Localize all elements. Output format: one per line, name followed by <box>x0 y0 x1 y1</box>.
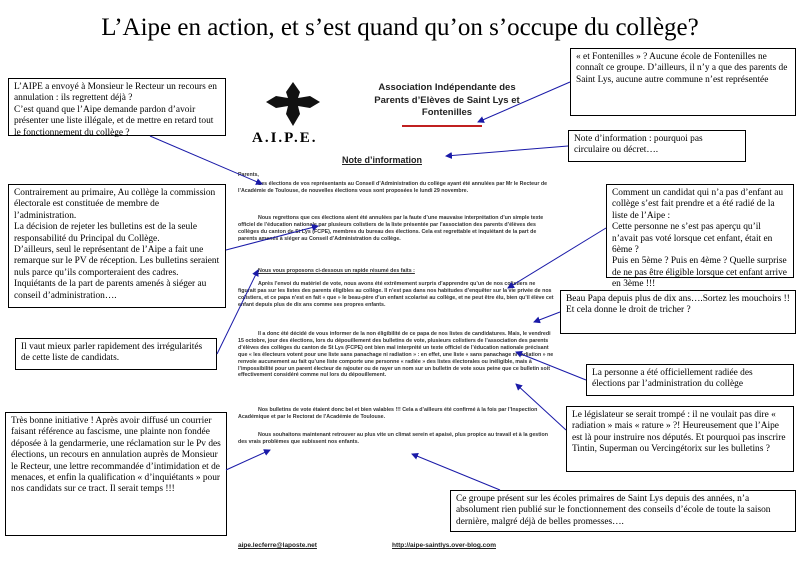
doc-paragraph: Après l’envoi du matériel de vote, nous avons été extrêmement surpris d’apprendre qu’un de nos colistiers ne figurait pas sur les listes des parents éligibles au collège. Il n’est pas dans nos habitudes d’enquêter sur la vie privée de nos colistiers, et ce papa n’est en fait « que » le beau-père d’un enfant scolarisé au collège, et ne peut être élu, bien qu’il élève cet enfant depuis plus de dix ans comme ses propres enfants. <box>238 281 554 308</box>
website-link[interactable]: http://aipe-saintlys.over-blog.com <box>392 542 497 549</box>
doc-paragraph: Nous regrettons que ces élections aient été annulées par la faute d’une mauvaise interprétation d’un simple texte officiel de l’éducation nationale par plusieurs colistiers de la liste présentée par l’association des parents d’élèves des collèges du canton de St Lys (FCPE), membres du bureau des élections. Cela est regrettable et inquiétant de la part de parents amenés à siéger au Conseil d’Administration du collège. <box>238 215 544 242</box>
contact-email[interactable]: aipe.lecferre@laposte.net <box>238 542 317 549</box>
note-title: Note d’information <box>342 155 422 165</box>
page-title: L’Aipe en action, et s’est quand qu’on s’occupe du collège? <box>101 14 699 41</box>
arrow-radiee <box>516 352 586 380</box>
arrow-beau-papa <box>534 312 560 322</box>
annotation-beau-papa: Beau Papa depuis plus de dix ans….Sortez les mouchoirs !! Et cela donne le droit de tricher ? <box>560 290 796 334</box>
annotation-groupe: Ce groupe présent sur les écoles primaires de Saint Lys depuis des années, n’a absolument rien publié sur le fonctionnement des conseils d’école de toute la saison dernière, malgré déjà de belles promesses…. <box>450 490 796 532</box>
arrow-note-info <box>446 146 568 156</box>
annotation-candidat: Comment un candidat qui n’a pas d’enfant au collège s’est fait prendre et a été radié de la liste de l’Aipe : Cette personne ne s’est pas aperçu qu’il n’avait pas voté lorsque cet enfant, était en 6ème ? Puis en 5ème ? Puis en 4ème ? Quelle surprise de ne pas être éligible lorsque cet enfant arrive en 3ème !!! <box>606 184 794 278</box>
association-name: Association Indépendante des Parents d’Elèves de Saint Lys et Fontenilles <box>374 82 520 118</box>
arrow-irregularites <box>217 270 258 354</box>
annotation-recours: L’AIPE a envoyé à Monsieur le Recteur un recours en annulation : ils regrettent déjà ? C’est quand que l’Aipe demande pardon d’avoir présenter une liste illégale, et de mettre en retard tout le fonctionnement du collège ? <box>8 78 226 136</box>
doc-paragraph: Nous souhaitons maintenant retrouver au plus vite un climat serein et apaisé, plus propice au travail et à la gestion des vrais problèmes que subissent nos enfants. <box>238 432 548 445</box>
doc-paragraph: Nous vous proposons ci-dessous un rapide résumé des faits : <box>258 268 415 274</box>
doc-paragraph: Il a donc été décidé de vous informer de la non éligibilité de ce papa de nos listes de candidatures. Mais, le vendredi 15 octobre, jour des élections, lors du dépouillement des bulletins de vote, plusieurs colistiers de l’association des parents d’élèves des collèges du canton de St Lys (FCPE) ont bien mal interprété un texte officiel de l’éducation nationale précisant que « les électeurs votent pour une liste sans panachage ni radiation » : en effet, une liste « sans panachage ni radiation » ne renvoie aucunement au fait qu’une liste comporte une personne « radiée » des listes électorales ou inéligible, mais à l’impossibilité pour un parent électeur de rajouter ou de rayer un nom sur un bulletin de vote sous peine que ce bulletin soit effectivement considéré comme nul lors du dépouillement. <box>238 331 554 379</box>
annotation-legislateur: Le législateur se serait trompé : il ne voulait pas dire « radiation » mais « rature » ?! Heureusement que l’Aipe est là pour instruire nos députés. Et pourquoi pas inscrire Tintin, Superman ou Vercingétorix sur les bulletins ? <box>566 406 794 472</box>
aipe-logo-text: A.I.P.E. <box>252 130 318 146</box>
arrow-groupe <box>412 454 500 490</box>
annotation-fontenilles: « et Fontenilles » ? Aucune école de Fontenilles ne connaît ce groupe. D’ailleurs, il n’y a que des parents de Saint Lys, aucune autre commune n’est représentée <box>570 48 796 116</box>
doc-paragraph: Nos bulletins de vote étaient donc bel et bien valables !!! Cela a d’ailleurs été confirmé à la fois par l’Inspection Académique et par le Rectorat de l’Académie de Toulouse. <box>238 407 538 420</box>
annotation-commission: Contrairement au primaire, Au collège la commission électorale est constituée de membre de l’administration. La décision de rejeter les bulletins est de la seule responsabilité du Principal du Collège. D’ailleurs, seul le représentant de l’Aipe a fait une remarque sur le PV de réception. Les bulletins seraient nuls parce qu’ils comporteraient des cadres. Inquiétants de la part de parents amenés à siéger au conseil d’administration…. <box>8 184 226 308</box>
doc-paragraph: Parents, <box>238 172 259 178</box>
arrow-candidat <box>508 228 606 288</box>
annotation-note-info: Note d’information : pourquoi pas circulaire ou décret…. <box>568 130 746 162</box>
arrow-fontenilles <box>478 82 570 122</box>
annotation-initiative: Très bonne initiative ! Après avoir diffusé un courrier faisant référence au fascisme, une plainte non fondée déposée à la gendarmerie, une réclamation sur le Pv des élections, un recours en annulation auprès de Monsieur le Recteur, une lettre recommandée d’intimidation et de menaces, et enfin la qualification « d’inquiétants » pour nos candidats sur ce tract. Il serait temps !!! <box>5 412 227 536</box>
annotation-irregularites: Il vaut mieux parler rapidement des irrégularités de cette liste de candidats. <box>15 338 217 370</box>
arrow-legislateur <box>516 384 566 430</box>
annotation-radiee: La personne a été officiellement radiée des élections par l’administration du collège <box>586 364 794 396</box>
arrow-commission <box>226 226 318 250</box>
arrow-initiative <box>226 450 270 470</box>
doc-paragraph: Les élections de vos représentants au Conseil d’Administration du collège ayant été annulées par Mr le Recteur de l’Académie de Toulouse, de nouvelles élections vous sont proposées le lundi 29 novembre. <box>238 181 548 194</box>
arrow-recours <box>150 136 262 184</box>
